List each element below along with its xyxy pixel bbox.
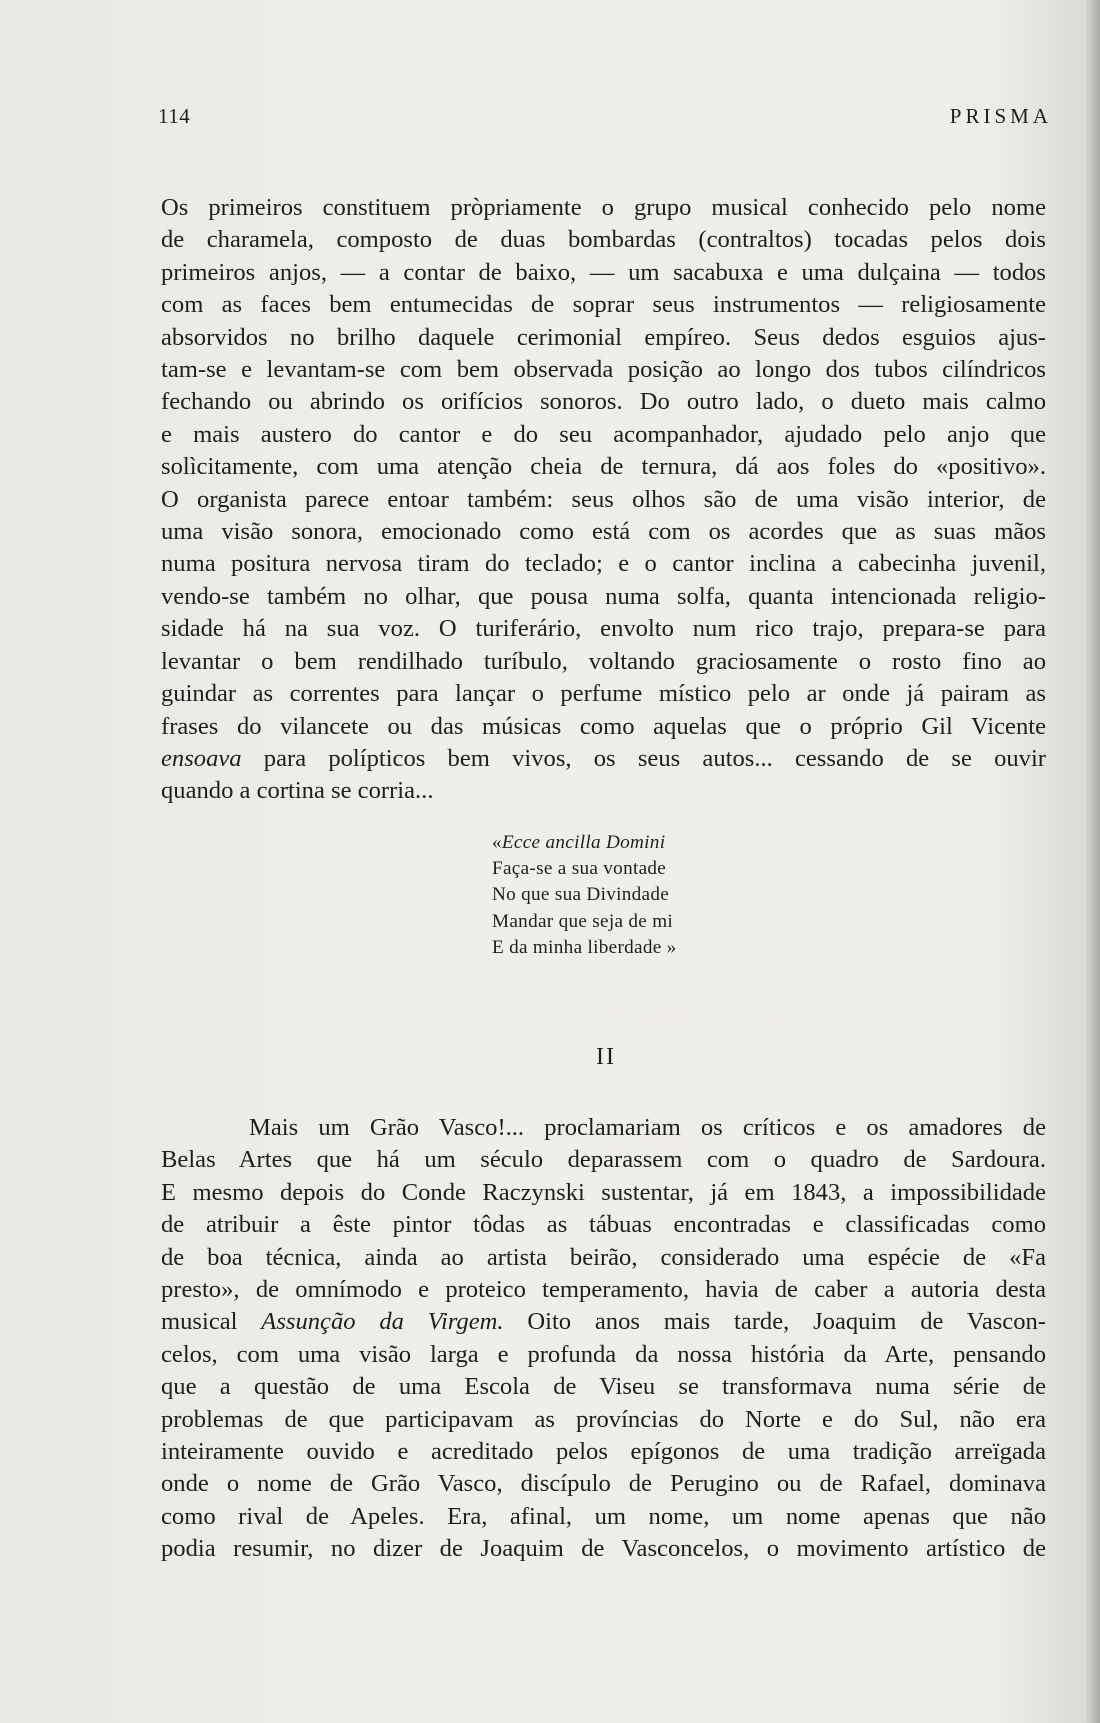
text-line: quando a cortina se corria... xyxy=(161,777,434,805)
section-heading: II xyxy=(596,1044,616,1070)
paragraph-1 xyxy=(161,192,1046,808)
text-line: fechando ou abrindo os orifícios sonoros. Do outro lado, o dueto mais calmo xyxy=(161,388,1046,416)
text-line: podia resumir, no dizer de Joaquim de Vasconcelos, o movimento artístico de xyxy=(161,1535,1046,1563)
text-line: tam-se e levantam-se com bem observada posição ao longo dos tubos cilíndricos xyxy=(161,356,1046,384)
text-line: com as faces bem entumecidas de soprar seus instrumentos — religiosamente xyxy=(161,291,1046,319)
text-line: inteiramente ouvido e acreditado pelos epígonos de uma tradição arreïgada xyxy=(161,1438,1046,1466)
running-title: PRISMA xyxy=(949,104,1052,128)
text-line xyxy=(161,743,1046,775)
text-line: primeiros anjos, — a contar de baixo, — um sacabuxa e uma dulçaina — todos xyxy=(161,258,1046,286)
text-line: onde o nome de Grão Vasco, discípulo de Perugino ou de Rafael, dominava xyxy=(161,1470,1046,1498)
verse-line: E da minha liberdade » xyxy=(492,936,677,958)
text-line: solìcitamente, com uma atenção cheia de ternura, dá aos foles do «positivo». xyxy=(161,453,1046,481)
page-number: 114 xyxy=(158,104,191,128)
text-line: de atribuir a êste pintor tôdas as tábuas encontradas e classificadas como xyxy=(161,1211,1046,1239)
verse-quote xyxy=(492,830,677,961)
text-line: presto», de omnímodo e proteico temperamento, havia de caber a autoria desta xyxy=(161,1276,1046,1304)
text-line xyxy=(161,1306,1046,1338)
text-line: vendo-se também no olhar, que pousa numa solfa, quanta intencionada religio- xyxy=(161,582,1046,610)
latin-incipit: Ecce ancilla Domini xyxy=(501,832,666,853)
text-fragment: musical xyxy=(161,1308,262,1336)
verse-line: Faça-se a sua vontade xyxy=(492,858,667,880)
text-line: E mesmo depois do Conde Raczynski sustentar, já em 1843, a impossibilidade xyxy=(161,1178,1046,1206)
text-line: uma visão sonora, emocionado como está com os acordes que as suas mãos xyxy=(161,518,1046,546)
italic-title: Assunção da Virgem. xyxy=(261,1308,504,1336)
text-line: Os primeiros constituem pròpriamente o grupo musical conhecido pelo nome xyxy=(161,194,1046,221)
text-fragment: Oito anos mais tarde, Joaquim de Vascon- xyxy=(503,1308,1047,1336)
text-line: levantar o bem rendilhado turíbulo, voltando graciosamente o rosto fino ao xyxy=(161,647,1046,675)
text-fragment: para polípticos bem vivos, os seus autos... cessando de se ouvir xyxy=(241,744,1046,772)
text-line: Mais um Grão Vasco!... proclamariam os críticos e os amadores de xyxy=(249,1114,1046,1141)
text-line: guindar as correntes para lançar o perfume místico pelo ar onde já pairam as xyxy=(161,680,1046,708)
paragraph-2 xyxy=(161,1112,1046,1566)
verse-line: Mandar que seja de mi xyxy=(492,910,674,932)
text-line: celos, com uma visão larga e profunda da nossa história da Arte, pensando xyxy=(161,1340,1046,1368)
text-line: e mais austero do cantor e do seu acompanhador, ajudado pelo anjo que xyxy=(161,420,1046,448)
text-line: que a questão de uma Escola de Viseu se transformava numa série de xyxy=(161,1373,1046,1401)
text-line: numa positura nervosa tiram do teclado; e o cantor inclina a cabecinha juvenil, xyxy=(161,550,1046,578)
text-line: O organista parece entoar também: seus olhos são de uma visão interior, de xyxy=(161,485,1046,513)
text-line: frases do vilancete ou das músicas como aquelas que o próprio Gil Vicente xyxy=(161,712,1046,740)
text-line: como rival de Apeles. Era, afinal, um nome, um nome apenas que não xyxy=(161,1502,1046,1530)
italic-word: ensoava xyxy=(161,744,242,772)
page-edge-shadow xyxy=(1086,0,1100,1723)
text-line: absorvidos no brilho daquele cerimonial empíreo. Seus dedos esguios ajus- xyxy=(161,323,1046,351)
text-line: Belas Artes que há um século deparassem com o quadro de Sardoura. xyxy=(161,1146,1046,1174)
verse-line xyxy=(492,830,677,856)
open-quote: « xyxy=(492,832,502,853)
page-header xyxy=(158,104,1052,134)
text-line: de charamela, composto de duas bombardas (contraltos) tocadas pelos dois xyxy=(161,226,1046,254)
text-line: sidade há na sua voz. O turiferário, envolto num rico trajo, prepara-se para xyxy=(161,615,1046,643)
text-line: problemas de que participavam as províncias do Norte e do Sul, não era xyxy=(161,1405,1046,1433)
verse-line: No que sua Divindade xyxy=(492,884,670,906)
text-line: de boa técnica, ainda ao artista beirão, considerado uma espécie de «Fa xyxy=(161,1243,1046,1271)
